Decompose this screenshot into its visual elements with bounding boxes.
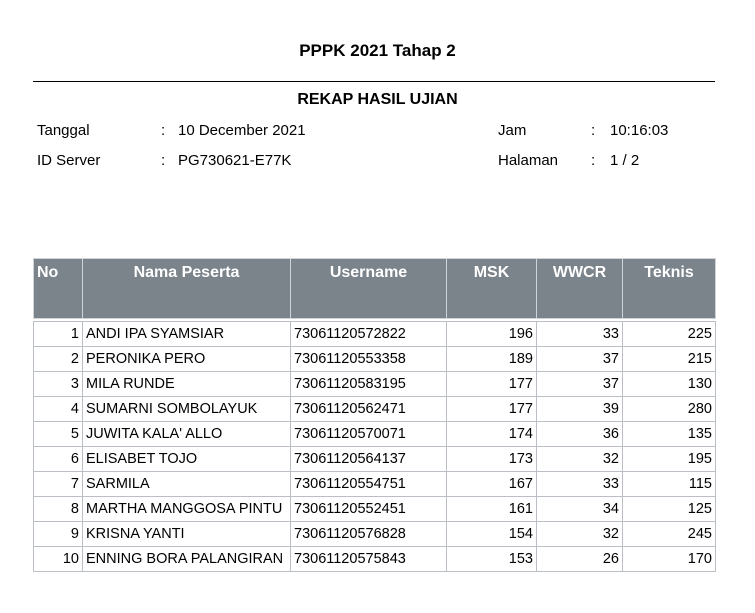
cell-wwcr: 36 — [537, 422, 623, 447]
cell-no: 6 — [34, 447, 83, 472]
date-value: 10 December 2021 — [178, 122, 306, 139]
table-row — [34, 347, 716, 372]
table-header-row — [34, 259, 716, 319]
cell-teknis: 245 — [623, 522, 716, 547]
date-separator: : — [161, 122, 166, 139]
cell-wwcr: 37 — [537, 372, 623, 397]
server-label: ID Server — [37, 152, 101, 169]
server-separator: : — [161, 152, 166, 169]
cell-no: 3 — [34, 372, 83, 397]
column-header-wwcr: WWCR — [537, 259, 623, 319]
report-subtitle: REKAP HASIL UJIAN — [297, 91, 458, 108]
cell-no: 5 — [34, 422, 83, 447]
cell-no: 7 — [34, 472, 83, 497]
cell-wwcr: 32 — [537, 447, 623, 472]
time-label: Jam — [498, 122, 527, 139]
table-row — [34, 422, 716, 447]
column-header-teknis: Teknis — [623, 259, 716, 319]
title-divider — [33, 81, 715, 82]
table-row — [34, 372, 716, 397]
cell-teknis: 280 — [623, 397, 716, 422]
cell-no: 2 — [34, 347, 83, 372]
cell-teknis: 195 — [623, 447, 716, 472]
cell-name: JUWITA KALA' ALLO — [83, 422, 291, 447]
cell-no: 10 — [34, 547, 83, 572]
cell-name: PERONIKA PERO — [83, 347, 291, 372]
cell-name: ANDI IPA SYAMSIAR — [83, 322, 291, 347]
cell-teknis: 115 — [623, 472, 716, 497]
cell-msk: 154 — [447, 522, 537, 547]
cell-username: 73061120562471 — [291, 397, 447, 422]
cell-username: 73061120583195 — [291, 372, 447, 397]
cell-teknis: 170 — [623, 547, 716, 572]
cell-teknis: 125 — [623, 497, 716, 522]
cell-username: 73061120572822 — [291, 322, 447, 347]
cell-name: ENNING BORA PALANGIRAN — [83, 547, 291, 572]
table-row — [34, 322, 716, 347]
cell-name: MILA RUNDE — [83, 372, 291, 397]
cell-wwcr: 39 — [537, 397, 623, 422]
cell-msk: 177 — [447, 397, 537, 422]
column-header-name: Nama Peserta — [83, 259, 291, 319]
date-label: Tanggal — [37, 122, 90, 139]
cell-username: 73061120570071 — [291, 422, 447, 447]
cell-no: 4 — [34, 397, 83, 422]
column-header-no: No — [34, 259, 83, 319]
page-label: Halaman — [498, 152, 559, 169]
cell-wwcr: 33 — [537, 472, 623, 497]
cell-msk: 173 — [447, 447, 537, 472]
cell-teknis: 215 — [623, 347, 716, 372]
cell-msk: 153 — [447, 547, 537, 572]
table-row — [34, 547, 716, 572]
cell-no: 9 — [34, 522, 83, 547]
table-row — [34, 397, 716, 422]
cell-wwcr: 32 — [537, 522, 623, 547]
cell-teknis: 225 — [623, 322, 716, 347]
cell-username: 73061120554751 — [291, 472, 447, 497]
cell-no: 8 — [34, 497, 83, 522]
cell-username: 73061120553358 — [291, 347, 447, 372]
cell-wwcr: 33 — [537, 322, 623, 347]
cell-msk: 196 — [447, 322, 537, 347]
cell-username: 73061120564137 — [291, 447, 447, 472]
table-row — [34, 497, 716, 522]
cell-teknis: 135 — [623, 422, 716, 447]
cell-name: SARMILA — [83, 472, 291, 497]
cell-msk: 177 — [447, 372, 537, 397]
column-header-msk: MSK — [447, 259, 537, 319]
table-row — [34, 472, 716, 497]
cell-username: 73061120575843 — [291, 547, 447, 572]
report-title: PPPK 2021 Tahap 2 — [299, 41, 456, 60]
cell-no: 1 — [34, 322, 83, 347]
cell-msk: 161 — [447, 497, 537, 522]
table-row — [34, 522, 716, 547]
cell-name: MARTHA MANGGOSA PINTU — [83, 497, 291, 522]
page-value: 1 / 2 — [610, 152, 640, 169]
server-value: PG730621-E77K — [178, 152, 292, 169]
cell-name: ELISABET TOJO — [83, 447, 291, 472]
cell-wwcr: 37 — [537, 347, 623, 372]
page-separator: : — [591, 152, 596, 169]
cell-name: KRISNA YANTI — [83, 522, 291, 547]
cell-wwcr: 26 — [537, 547, 623, 572]
table-row — [34, 447, 716, 472]
cell-username: 73061120576828 — [291, 522, 447, 547]
cell-msk: 174 — [447, 422, 537, 447]
cell-wwcr: 34 — [537, 497, 623, 522]
cell-msk: 189 — [447, 347, 537, 372]
cell-name: SUMARNI SOMBOLAYUK — [83, 397, 291, 422]
cell-teknis: 130 — [623, 372, 716, 397]
results-table — [33, 258, 716, 572]
column-header-username: Username — [291, 259, 447, 319]
cell-msk: 167 — [447, 472, 537, 497]
cell-username: 73061120552451 — [291, 497, 447, 522]
time-value: 10:16:03 — [610, 122, 669, 139]
time-separator: : — [591, 122, 596, 139]
